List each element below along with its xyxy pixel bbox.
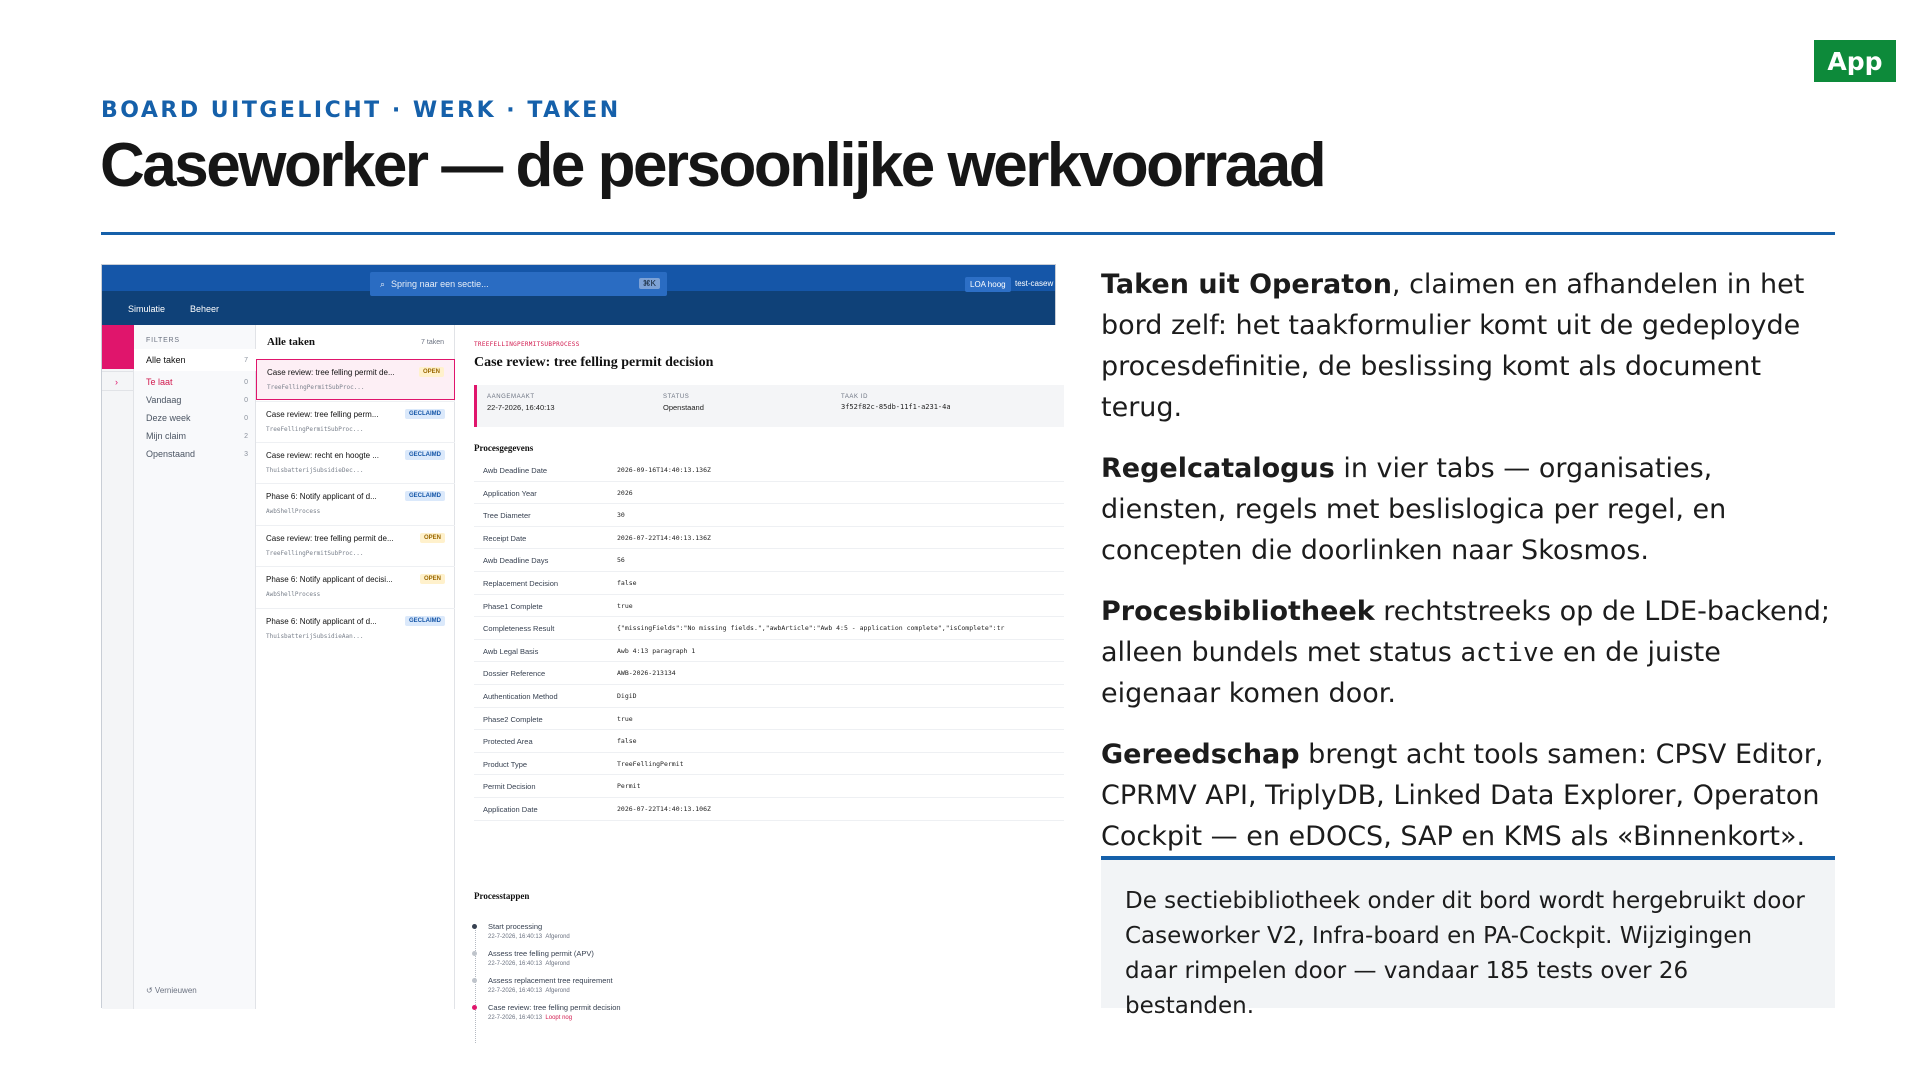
status-badge: GECLAIMD xyxy=(405,409,445,419)
status-badge: GECLAIMD xyxy=(405,491,445,501)
filters-panel xyxy=(134,325,256,1009)
filter-label: Vandaag xyxy=(146,395,182,405)
tasklist-count: 7 taken xyxy=(421,339,444,346)
meta-label: STATUS xyxy=(663,394,690,400)
variable-row xyxy=(474,595,1064,618)
variable-row xyxy=(474,662,1064,685)
filter-count: 7 xyxy=(244,356,248,364)
section-processtappen: Processtappen xyxy=(474,891,530,901)
task-process: TreeFellingPermitSubProc... xyxy=(266,550,364,557)
process-step xyxy=(488,922,1028,940)
step-name: Assess replacement tree requirement xyxy=(488,976,613,985)
meta-label: TAAK ID xyxy=(841,394,869,400)
process-key: TREEFELLINGPERMITSUBPROCESS xyxy=(474,341,580,348)
nav-beheer[interactable]: Beheer xyxy=(190,304,220,314)
filter-openstaand[interactable] xyxy=(134,443,256,465)
task-row[interactable] xyxy=(256,525,455,566)
variable-row xyxy=(474,482,1064,505)
search-icon: ⌕ xyxy=(380,278,386,289)
steps-timeline xyxy=(475,925,476,1043)
step-meta xyxy=(488,961,1028,967)
task-row[interactable] xyxy=(256,608,455,649)
filters-header: FILTERS xyxy=(146,337,180,344)
meta-status xyxy=(663,394,704,412)
bullet-procesbibliotheek xyxy=(1101,591,1841,714)
filter-alle-taken[interactable] xyxy=(134,349,256,371)
step-name: Start processing xyxy=(488,922,543,931)
search-placeholder: Spring naar een sectie... xyxy=(391,279,489,289)
filter-count: 2 xyxy=(244,432,248,440)
filter-count: 3 xyxy=(244,450,248,458)
task-title: Phase 6: Notify applicant of d... xyxy=(266,492,377,501)
variable-key: Tree Diameter xyxy=(483,511,531,521)
step-state: Afgerond xyxy=(545,934,570,940)
variable-key: Application Year xyxy=(483,488,537,498)
kicker: BOARD UITGELICHT · WERK · TAKEN xyxy=(101,98,621,123)
section-procesgegevens: Procesgegevens xyxy=(474,443,534,453)
variable-value: Permit xyxy=(617,782,641,791)
meta-created xyxy=(487,394,555,412)
top-nav xyxy=(102,291,1055,325)
variable-row xyxy=(474,753,1064,776)
variable-value: Awb 4:13 paragraph 1 xyxy=(617,646,696,655)
variable-row xyxy=(474,730,1064,753)
task-process: TreeFellingPermitSubProc... xyxy=(266,426,364,433)
filter-count: 0 xyxy=(244,414,248,422)
bullet-taken xyxy=(1101,264,1841,428)
bullet-text: , claimen en afhandelen in het bord zelf: het taakformulier komt uit de gedeployde procesdefinitie, de beslissing komt als document terug. xyxy=(1101,269,1805,423)
variable-value: 30 xyxy=(617,511,625,520)
step-time: 22-7-2026, 16:40:13 xyxy=(488,934,543,940)
task-title: Phase 6: Notify applicant of decisi... xyxy=(266,575,393,584)
bullet-gereedschap xyxy=(1101,734,1841,857)
variable-key: Application Date xyxy=(483,805,538,814)
bullet-lead: Regelcatalogus xyxy=(1101,453,1335,484)
caseworker-screenshot xyxy=(101,264,1056,1021)
variable-key: Protected Area xyxy=(483,737,533,747)
process-steps xyxy=(474,922,1054,1021)
filter-label: Mijn claim xyxy=(146,431,187,441)
task-title: Case review: tree felling permit de... xyxy=(267,368,395,377)
task-detail xyxy=(455,325,1057,1021)
side-rail xyxy=(102,325,134,1009)
page-title: Caseworker — de persoonlijke werkvoorraad xyxy=(100,131,1325,200)
task-title: Case review: recht en hoogte ... xyxy=(266,451,379,460)
bullet-lead: Gereedschap xyxy=(1101,739,1300,770)
filter-label: Alle taken xyxy=(146,355,186,365)
bullet-lead: Taken uit Operaton xyxy=(1101,269,1392,300)
meta-value: 22-7-2026, 16:40:13 xyxy=(487,403,555,412)
variable-value: AWB-2026-213134 xyxy=(617,669,676,678)
step-name: Case review: tree felling permit decision xyxy=(488,1003,621,1012)
task-title: Case review: tree felling permit de... xyxy=(266,534,394,543)
process-step xyxy=(488,976,1028,994)
variable-value: false xyxy=(617,737,637,746)
task-process: TreeFellingPermitSubProc... xyxy=(267,384,365,391)
chevron-right-icon[interactable]: › xyxy=(115,377,118,387)
process-step xyxy=(488,1003,1028,1021)
rail-toggle-row xyxy=(102,371,134,391)
variable-value: TreeFellingPermit xyxy=(617,759,684,768)
loa-badge: LOA hoog xyxy=(965,277,1011,292)
variable-key: Phase1 Complete xyxy=(483,601,543,611)
variable-value: 2026-09-16T14:40:13.136Z xyxy=(617,466,711,474)
bullet-text: en de juiste eigenaar komen door. xyxy=(1101,637,1721,709)
task-list xyxy=(256,325,455,1009)
step-name: Assess tree felling permit (APV) xyxy=(488,949,594,958)
variable-value: false xyxy=(617,579,637,587)
variable-row xyxy=(474,617,1064,640)
variable-key: Dossier Reference xyxy=(483,669,546,679)
rail-active-indicator xyxy=(102,325,134,369)
nav-simulatie[interactable]: Simulatie xyxy=(128,304,166,314)
title-divider xyxy=(101,232,1835,235)
task-meta xyxy=(474,385,1064,427)
step-dot xyxy=(472,978,477,983)
step-dot xyxy=(472,951,477,956)
filter-count: 0 xyxy=(244,378,248,386)
status-badge: GECLAIMD xyxy=(405,616,445,626)
task-process: AwbShellProcess xyxy=(266,591,321,598)
variable-key: Completeness Result xyxy=(483,624,555,634)
note-box: De sectiebibliotheek onder dit bord wordt hergebruikt door Caseworker V2, Infra-board en PA-Cockpit. Wijzigingen daar rimpelen door — vandaar 185 tests over 26 bestanden. xyxy=(1101,856,1835,1008)
variable-key: Awb Deadline Days xyxy=(483,556,549,566)
variable-row xyxy=(474,549,1064,572)
variable-value: true xyxy=(617,601,633,610)
filter-label: Deze week xyxy=(146,413,191,423)
variable-row xyxy=(474,775,1064,798)
variable-row xyxy=(474,685,1064,708)
bullet-lead: Procesbibliotheek xyxy=(1101,596,1375,627)
variable-row xyxy=(474,640,1064,663)
meta-label: AANGEMAAKT xyxy=(487,394,535,400)
variable-value: 2026-07-22T14:40:13.136Z xyxy=(617,533,711,542)
status-badge: GECLAIMD xyxy=(405,450,445,460)
app-topbar xyxy=(102,265,1055,325)
step-meta xyxy=(488,934,1028,940)
task-title: Case review: tree felling perm... xyxy=(266,410,379,419)
feature-bullets xyxy=(1101,264,1841,877)
step-state: Loopt nog xyxy=(545,1015,573,1021)
task-row[interactable] xyxy=(256,442,455,483)
variable-row xyxy=(474,504,1064,527)
meta-value: 3f52f82c-85db-11f1-a231-4a xyxy=(841,403,951,411)
task-row[interactable] xyxy=(256,401,455,442)
variable-value: 56 xyxy=(617,556,625,565)
task-process: ThuisbatterijSubsidieAan... xyxy=(266,633,364,640)
variable-row xyxy=(474,459,1064,482)
variable-row xyxy=(474,572,1064,595)
variable-key: Awb Deadline Date xyxy=(483,466,548,475)
tasklist-title: Alle taken xyxy=(267,336,315,348)
variable-value: 2026 xyxy=(617,488,633,497)
detail-title: Case review: tree felling permit decision xyxy=(474,355,714,370)
variable-value: 2026-07-22T14:40:13.106Z xyxy=(617,805,711,813)
shortcut-key: ⌘K xyxy=(639,278,660,289)
variable-key: Receipt Date xyxy=(483,533,527,543)
bullet-text: in vier tabs — organisaties, diensten, regels met beslislogica per regel, en concepten die doorlinken naar Skosmos. xyxy=(1101,453,1727,566)
bullet-text: brengt acht tools samen: CPSV Editor, CPRMV API, TriplyDB, Linked Data Explorer, Operaton Cockpit — en eDOCS, SAP en KMS als «Binnenkort». xyxy=(1101,739,1824,852)
task-process: AwbShellProcess xyxy=(266,508,321,515)
step-time: 22-7-2026, 16:40:13 xyxy=(488,988,543,994)
section-search[interactable] xyxy=(370,272,667,296)
step-dot xyxy=(472,924,477,929)
variable-value: DigiD xyxy=(617,692,637,700)
step-meta xyxy=(488,1015,1028,1021)
filter-count: 0 xyxy=(244,396,248,404)
variable-key: Awb Legal Basis xyxy=(483,646,539,656)
step-meta xyxy=(488,988,1028,994)
task-row[interactable] xyxy=(256,483,455,524)
step-dot xyxy=(472,1005,477,1010)
variable-value: {"missingFields":"No missing fields.","awbArticle":"Awb 4:5 - application complete","isComplete":tr xyxy=(617,624,1005,633)
variable-key: Permit Decision xyxy=(483,782,536,792)
meta-value: Openstaand xyxy=(663,403,704,412)
step-state: Afgerond xyxy=(545,961,570,967)
step-time: 22-7-2026, 16:40:13 xyxy=(488,961,543,967)
filter-label: Te laat xyxy=(146,377,173,387)
bullet-regelcatalogus xyxy=(1101,448,1841,571)
status-badge: OPEN xyxy=(419,367,444,377)
variable-key: Product Type xyxy=(483,759,528,769)
user-name[interactable]: test-casew xyxy=(1015,279,1054,288)
refresh-button[interactable]: ↺ Vernieuwen xyxy=(146,986,197,995)
step-time: 22-7-2026, 16:40:13 xyxy=(488,1015,543,1021)
status-badge: OPEN xyxy=(420,574,445,584)
process-step xyxy=(488,949,1028,967)
variable-row xyxy=(474,798,1064,821)
meta-task-id xyxy=(841,394,951,411)
step-state: Afgerond xyxy=(545,988,570,994)
variable-row xyxy=(474,708,1064,731)
variable-key: Authentication Method xyxy=(483,692,558,701)
variable-key: Phase2 Complete xyxy=(483,714,543,724)
variable-key: Replacement Decision xyxy=(483,579,559,588)
variable-value: true xyxy=(617,714,633,723)
variable-row xyxy=(474,527,1064,550)
bullet-code: active xyxy=(1460,638,1555,668)
task-row[interactable] xyxy=(256,359,455,400)
task-process: ThuisbatterijSubsidieDec... xyxy=(266,467,364,474)
app-badge: App xyxy=(1814,40,1896,82)
task-row[interactable] xyxy=(256,566,455,607)
filter-label: Openstaand xyxy=(146,449,196,459)
task-title: Phase 6: Notify applicant of d... xyxy=(266,617,377,626)
status-badge: OPEN xyxy=(420,533,445,543)
bullet-text: rechtstreeks op de LDE-backend; alleen bundels met status xyxy=(1101,596,1831,668)
